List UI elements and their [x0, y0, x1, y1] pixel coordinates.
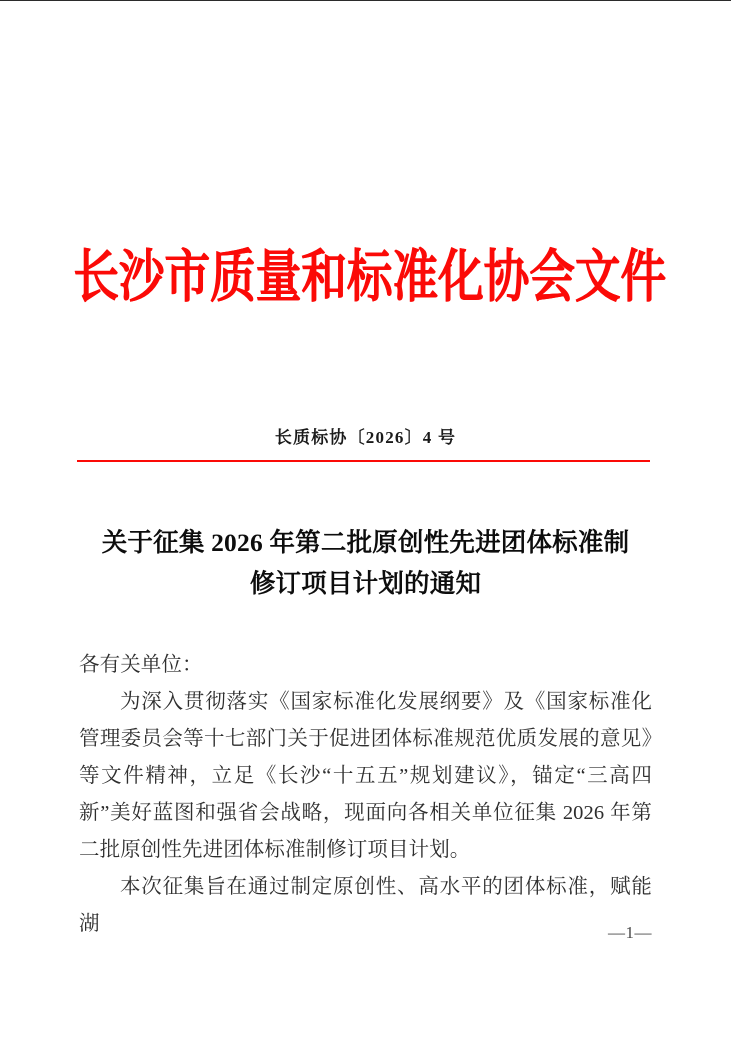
document-title-line-1: 关于征集 2026 年第二批原创性先进团体标准制: [101, 528, 630, 557]
document-title-line-2: 修订项目计划的通知: [249, 569, 482, 598]
agency-header-title: 长沙市质量和标准化协会文件: [73, 246, 666, 309]
page-number-footer: —1—: [608, 923, 652, 942]
red-separator-rule: [77, 460, 650, 462]
document-title: [78, 522, 653, 604]
body-paragraph-1: 为深入贯彻落实《国家标准化发展纲要》及《国家标准化管理委员会等十七部门关于促进团体标准规范优质发展的意见》等文件精神，立足《长沙“十五五”规划建议》，锚定“三高四新”美好蓝图和强省会战略，现面向各相关单位征集 2026 年第二批原创性先进团体标准制修订项目计划。: [79, 691, 652, 861]
body-paragraph-2: 本次征集旨在通过制定原创性、高水平的团体标准，赋能湖: [79, 876, 652, 935]
document-serial-number: 长质标协〔2026〕4 号: [274, 428, 457, 447]
document-body: [79, 647, 652, 943]
body-salutation: 各有关单位：: [79, 654, 203, 676]
